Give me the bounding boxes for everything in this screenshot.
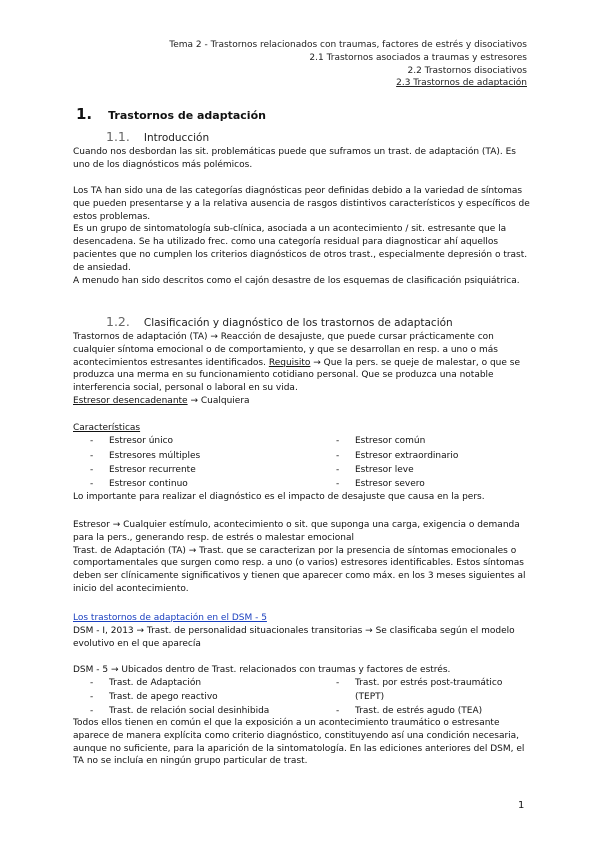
text-line: Estresor → Cualquier estímulo, acontecimiento o sit. que suponga una carga, exigencia o demanda	[73, 520, 520, 530]
definition-paragraph	[73, 331, 527, 408]
estresor-desencadenante-label: Estresor desencadenante	[73, 395, 188, 406]
bullet-dash: -	[90, 706, 94, 716]
dsm-closing-paragraph	[73, 717, 527, 768]
bullet-dash: -	[90, 678, 94, 688]
text-line: de ansiedad.	[73, 262, 131, 273]
list-item-text: Estresor leve	[355, 465, 414, 475]
bullet-dash: -	[336, 436, 340, 446]
list-item-text: Trast. de Adaptación	[109, 678, 202, 688]
subsection-title: Introducción	[143, 132, 210, 144]
text-line: Es un grupo de sintomatología sub-clínica, asociada a un acontecimiento / sit. estresante que la	[73, 224, 507, 235]
section-heading-1	[76, 104, 266, 123]
text-line: interferencia social, personal o laboral en su vida.	[73, 383, 298, 394]
dsm5-link[interactable]: Los trastornos de adaptación en el DSM - 5	[73, 613, 267, 623]
section-title: Trastornos de adaptación	[108, 109, 266, 122]
bullet-dash: -	[90, 451, 94, 461]
list-item-text: Estresor recurrente	[109, 465, 196, 475]
text-line: A menudo han sido descritos como el cajón desastre de los esquemas de clasificación psiquiátrica.	[73, 275, 520, 286]
running-header	[169, 39, 527, 90]
requisito-label: Requisito	[268, 357, 311, 368]
list-item-text: Trast. de apego reactivo	[109, 692, 218, 702]
bullet-dash: -	[336, 678, 340, 688]
text-line: comportamentales que surgen como resp. a uno (o varios) estresores identificables. Estos síntomas	[73, 558, 524, 569]
header-subtopic-1: 2.1 Trastornos asociados a traumas y estresores	[309, 52, 527, 63]
intro-paragraph-2	[73, 185, 530, 287]
text-line: para la pers., generando resp. de estrés o malestar emocional	[73, 532, 354, 543]
text-line: uno de los diagnósticos más polémicos.	[73, 159, 253, 170]
text-line: Trast. de Adaptación (TA) → Trast. que se caracterizan por la presencia de síntomas emocionales o	[73, 545, 517, 556]
estresor-definition	[73, 519, 527, 596]
bullet-dash: -	[336, 451, 340, 461]
page-number: 1	[518, 800, 525, 811]
bullet-dash: -	[336, 465, 340, 475]
text-line: evolutivo en el que aparecía	[73, 638, 201, 649]
dsm5-line	[73, 664, 527, 677]
bullet-dash: -	[336, 706, 340, 716]
text-line: Cuando nos desbordan las sit. problemáticas puede que suframos un trast. de adaptación (TA). Es	[73, 147, 516, 157]
text-span: → Que la pers. se queje de malestar, o que se	[310, 357, 521, 368]
list-item-text: Estresor continuo	[109, 479, 188, 489]
text-span: → Cualquiera	[187, 395, 250, 406]
text-line: produzca una merma en su funcionamiento cotidiano personal. Que se produzca una notable	[73, 370, 494, 381]
text-line: que pueden presentarse y a la relativa ausencia de rasgos distintivos característicos y específicos de	[73, 198, 530, 209]
text-line: Trastornos de adaptación (TA) → Reacción de desajuste, que puede cursar prácticamente con	[73, 332, 494, 342]
dsm1-paragraph	[73, 625, 527, 651]
list-item-text: Trast. por estrés post-traumático	[355, 678, 503, 688]
text-line: Los TA han sido una de las categorías diagnósticas peor definidas debido a la variedad de síntomas	[73, 186, 523, 196]
text-line: Todos ellos tienen en común el que la exposición a un acontecimiento traumático o estresante	[73, 718, 500, 728]
bullet-dash: -	[90, 465, 94, 475]
caracteristicas-heading	[73, 422, 527, 435]
list-item-text: Estresor severo	[355, 479, 425, 489]
subsection-number: 1.1.	[106, 129, 130, 144]
subsection-title: Clasificación y diagnóstico de los trastornos de adaptación	[143, 317, 453, 329]
subsection-number: 1.2.	[106, 314, 130, 329]
list-item-text: Trast. de estrés agudo (TEA)	[355, 706, 483, 716]
text-line: pacientes que no cumplen los criterios diagnósticos de otros trast., especialmente depresión o trast.	[73, 249, 528, 260]
text-line: inicio del acontecimiento.	[73, 583, 189, 594]
section-number: 1.	[76, 105, 93, 123]
list-item-text: (TEPT)	[355, 692, 385, 702]
text-line: deben ser clínicamente significativos y tienen que aparecer como máx. en los 3 meses siguientes al	[73, 571, 526, 582]
text-line: desencadena. Se ha utilizado frec. como una categoría residual para diagnosticar ahí aquellos	[73, 237, 499, 248]
dsm-link-line	[73, 612, 527, 625]
intro-paragraph-1	[73, 146, 527, 172]
list-item-text: Estresor común	[355, 436, 426, 446]
text-line: estos problemas.	[73, 211, 151, 222]
text-line	[73, 395, 527, 408]
text-line: aparece de manera explícita como criterio diagnóstico, constituyendo así una condición necesaria,	[73, 730, 520, 741]
list-item-text: Estresor único	[109, 436, 174, 446]
text-line: DSM - I, 2013 → Trast. de personalidad situacionales transitorias → Se clasificaba según el modelo	[73, 626, 515, 636]
list-item-text: Trast. de relación social desinhibida	[109, 706, 270, 716]
text-line: Lo importante para realizar el diagnóstico es el impacto de desajuste que causa en la pers.	[73, 492, 485, 502]
text-line: DSM - 5 → Ubicados dentro de Trast. relacionados con traumas y factores de estrés.	[73, 665, 451, 675]
list-item-text: Estresores múltiples	[109, 451, 201, 461]
text-line: TA no se incluía en ningún grupo particular de trast.	[73, 756, 308, 767]
subsection-heading-classification	[106, 311, 453, 330]
list-item-text: Estresor extraordinario	[355, 451, 459, 461]
bullet-dash: -	[90, 479, 94, 489]
bullet-dash: -	[90, 436, 94, 446]
bullet-dash: -	[90, 692, 94, 702]
bullet-dash: -	[336, 479, 340, 489]
text-line: aunque no suficiente, para la aparición de la sintomatología. En las ediciones anteriores del DSM, el	[73, 743, 525, 754]
header-subtopic-2: 2.2 Trastornos disociativos	[407, 65, 527, 76]
text-span: acontecimientos estresantes identificados.	[73, 357, 269, 368]
header-topic: Tema 2 - Trastornos relacionados con traumas, factores de estrés y disociativos	[169, 40, 527, 50]
text-line: Características	[73, 423, 141, 433]
header-subtopic-3: 2.3 Trastornos de adaptación	[396, 78, 527, 89]
text-line: cualquier síntoma emocional o de comportamiento, y que se desarrollan en resp. a uno o más	[73, 344, 498, 355]
caracteristicas-summary	[73, 491, 527, 504]
subsection-heading-intro	[106, 126, 209, 145]
text-line	[73, 357, 527, 370]
